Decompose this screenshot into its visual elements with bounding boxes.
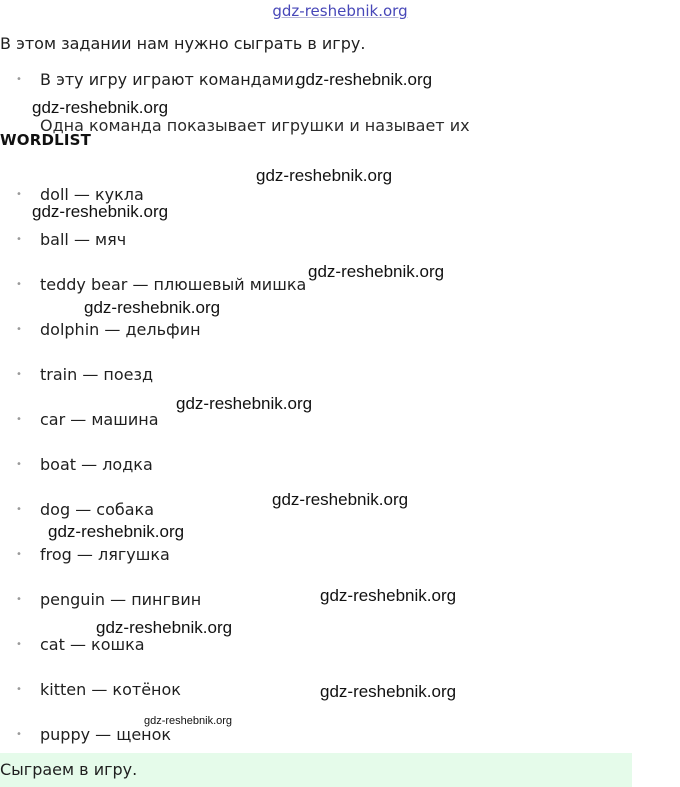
watermark: gdz-reshebnik.org (320, 586, 457, 605)
bullet-dot: • (16, 74, 22, 85)
partial-list-item: Одна команда показывает игрушки и называет их (40, 116, 470, 135)
watermark: gdz-reshebnik.org (320, 682, 457, 701)
wordlist-item: train — поезд (40, 365, 154, 384)
section-heading: WORDLIST (0, 131, 92, 149)
watermark: gdz-reshebnik.org (272, 490, 409, 509)
wordlist-item: dog — собака (40, 500, 154, 519)
wordlist-item: kitten — котёнок (40, 680, 181, 699)
watermark: gdz-reshebnik.org (32, 98, 169, 117)
watermark: gdz-reshebnik.org (84, 298, 221, 317)
wordlist-item: penguin — пингвин (40, 590, 202, 609)
bullet-dot: • (16, 639, 22, 650)
wordlist-item: cat — кошка (40, 635, 145, 654)
watermark: gdz-reshebnik.org (308, 262, 445, 281)
wordlist-item: doll — кукла (40, 185, 144, 204)
bullet-dot: • (16, 549, 22, 560)
footer-text: Сыграем в игру. (0, 760, 138, 779)
bullet-dot: • (16, 729, 22, 740)
bullet-dot: • (16, 324, 22, 335)
watermark: gdz-reshebnik.org (176, 394, 313, 413)
intro-text: В этом задании нам нужно сыграть в игру. (0, 34, 366, 53)
bullet-dot: • (16, 369, 22, 380)
site-title[interactable]: gdz-reshebnik.org (272, 2, 408, 20)
watermark: gdz-reshebnik.org (48, 522, 185, 541)
wordlist-item: ball — мяч (40, 230, 127, 249)
bullet-dot: • (16, 414, 22, 425)
wordlist-item: puppy — щенок (40, 725, 172, 744)
bullet-dot: • (16, 684, 22, 695)
watermark: gdz-reshebnik.org (296, 70, 433, 89)
wordlist-item: frog — лягушка (40, 545, 170, 564)
watermark: gdz-reshebnik.org (32, 202, 169, 221)
bullet-dot: • (16, 594, 22, 605)
wordlist-item: car — машина (40, 410, 159, 429)
bullet-dot: • (16, 279, 22, 290)
wordlist-item: dolphin — дельфин (40, 320, 201, 339)
bullet-dot: • (16, 189, 22, 200)
bullet-dot: • (16, 459, 22, 470)
watermark: gdz-reshebnik.org (144, 715, 233, 727)
watermark: gdz-reshebnik.org (96, 618, 233, 637)
bullet-dot: • (16, 504, 22, 515)
watermark: gdz-reshebnik.org (256, 166, 393, 185)
list-item: В эту игру играют командами. (40, 70, 300, 89)
bullet-dot: • (16, 234, 22, 245)
wordlist-item: teddy bear — плюшевый мишка (40, 275, 307, 294)
wordlist-item: boat — лодка (40, 455, 153, 474)
